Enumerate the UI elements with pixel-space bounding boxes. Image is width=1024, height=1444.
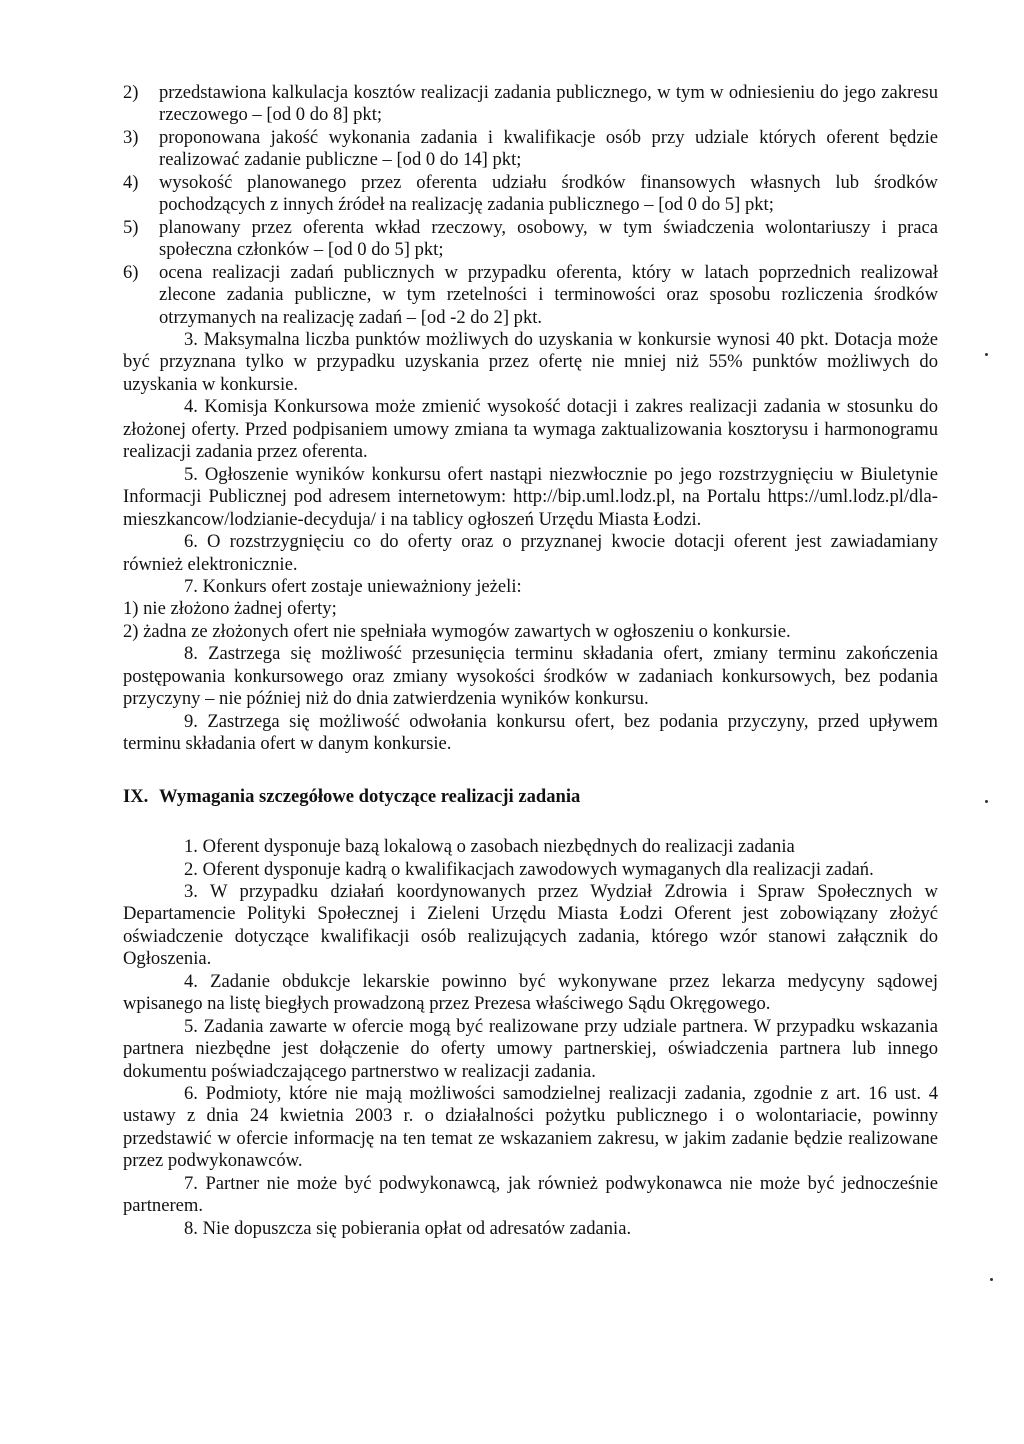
section-9-items — [123, 836, 938, 1240]
paragraph-6: 6. O rozstrzygnięciu co do oferty oraz o przyznanej kwocie dotacji oferent jest zawiadamiany również elektronicznie. — [123, 531, 938, 575]
paragraph-8: 8. Zastrzega się możliwość przesunięcia terminu składania ofert, zmiany terminu zakończenia postępowania konkursowego oraz zmiany wysokości środków w zadaniach konkursowych, bez podania przyczyny – nie później niż do dnia zatwierdzenia wyników konkursu. — [123, 643, 938, 710]
requirement-1: 1. Oferent dysponuje bazą lokalową o zasobach niezbędnych do realizacji zadania — [184, 836, 795, 858]
criterion-text: planowany przez oferenta wkład rzeczowy, osobowy, w tym świadczenia wolontariuszy i praca społeczna członków – [od 0 do 5] pkt; — [159, 216, 938, 261]
cancel-item-2: 2) żadna ze złożonych ofert nie spełniała wymogów zawartych w ogłoszeniu o konkursie. — [123, 620, 791, 642]
requirement-3: 3. W przypadku działań koordynowanych przez Wydział Zdrowia i Spraw Społecznych w Departamencie Polityki Społecznej i Zieleni Urzędu Miasta Łodzi Oferent jest zobowiązany złożyć oświadczenie dotyczące kwalifikacji osób realizujących zadania, którego wzór stanowi załącznik do Ogłoszenia. — [123, 880, 938, 970]
paragraph-9: 9. Zastrzega się możliwość odwołania konkursu ofert, bez podania przyczyny, przed upływem terminu składania ofert w danym konkursie. — [123, 710, 938, 755]
scan-speck — [985, 353, 988, 356]
paragraph-4: 4. Komisja Konkursowa może zmienić wysokość dotacji i zakres realizacji zadania w stosunku do złożonej oferty. Przed podpisaniem umowy zmiana ta wymaga zaktualizowania kosztorysu i harmonogramu realizacji zadania przez oferenta. — [123, 396, 938, 463]
criterion-text: przedstawiona kalkulacja kosztów realizacji zadania publicznego, w tym w odniesieniu do jego zakresu rzeczowego – [od 0 do 8] pkt; — [159, 82, 938, 126]
requirement-2: 2. Oferent dysponuje kadrą o kwalifikacjach zawodowych wymaganych dla realizacji zadań. — [184, 858, 874, 880]
paragraph-5: 5. Ogłoszenie wyników konkursu ofert nastąpi niezwłocznie po jego rozstrzygnięciu w Biuletynie Informacji Publicznej pod adresem internetowym: http://bip.uml.lodz.pl, na Portalu https://uml.lodz.pl/dla-mieszkancow/lodzianie-decyduja/ i na tablicy ogłoszeń Urzędu Miasta Łodzi. — [123, 463, 938, 530]
requirement-4: 4. Zadanie obdukcje lekarskie powinno być wykonywane przez lekarza medycyny sądowej wpisanego na listę biegłych prowadzoną przez Prezesa właściwego Sądu Okręgowego. — [123, 970, 938, 1015]
criterion-2 — [123, 82, 938, 127]
section-heading — [123, 786, 938, 808]
spacer — [123, 808, 938, 830]
scan-speck — [985, 800, 988, 803]
criteria-list — [123, 82, 938, 329]
criterion-number: 5) — [123, 216, 139, 238]
criterion-number: 6) — [123, 261, 139, 283]
criterion-text: ocena realizacji zadań publicznych w przypadku oferenta, który w latach poprzednich realizował zlecone zadania publiczne, w tym rzetelności i terminowości oraz sposobu rozliczenia środków otrzymanych na realizację zadań – [od -2 do 2] pkt. — [159, 261, 938, 328]
criterion-number: 4) — [123, 171, 139, 193]
criterion-text: wysokość planowanego przez oferenta udziału środków finansowych własnych lub środków pochodzących z innych źródeł na realizację zadania publicznego – [od 0 do 5] pkt; — [159, 171, 938, 216]
section-title: Wymagania szczegółowe dotyczące realizacji zadania — [159, 785, 581, 807]
requirement-6: 6. Podmioty, które nie mają możliwości samodzielnej realizacji zadania, zgodnie z art. 16 ust. 4 ustawy z dnia 24 kwietnia 2003 r. o działalności pożytku publicznego i o wolontariacie, powinny przedstawić w ofercie informację na ten temat ze wskazaniem zakresu, w jakim zadanie będzie realizowane przez podwykonawców. — [123, 1083, 938, 1172]
paragraph-7: 7. Konkurs ofert zostaje unieważniony jeżeli: — [184, 575, 522, 597]
criterion-5 — [123, 217, 938, 262]
spacer — [123, 778, 938, 786]
criterion-6 — [123, 262, 938, 329]
requirement-7: 7. Partner nie może być podwykonawcą, jak również podwykonawca nie może być jednocześnie partnerem. — [123, 1172, 938, 1217]
criterion-3 — [123, 127, 938, 172]
criterion-number: 3) — [123, 126, 139, 148]
section-number: IX. — [123, 785, 149, 807]
requirement-8: 8. Nie dopuszcza się pobierania opłat od adresatów zadania. — [184, 1217, 632, 1239]
criterion-number: 2) — [123, 82, 139, 103]
section-8-points — [123, 329, 938, 756]
criterion-4 — [123, 172, 938, 217]
cancel-item-1: 1) nie złożono żadnej oferty; — [123, 598, 337, 620]
scan-speck — [990, 1278, 993, 1281]
spacer — [123, 756, 938, 778]
criterion-text: proponowana jakość wykonania zadania i kwalifikacje osób przy udziale których oferent będzie realizować zadanie publiczne – [od 0 do 14] pkt; — [159, 126, 938, 171]
paragraph-3: 3. Maksymalna liczba punktów możliwych do uzyskania w konkursie wynosi 40 pkt. Dotacja może być przyznana tylko w przypadku uzyskania przez ofertę nie mniej niż 55% punktów możliwych do uzyskania w konkursie. — [123, 328, 938, 395]
document-page — [123, 82, 938, 1240]
requirement-5: 5. Zadania zawarte w ofercie mogą być realizowane przy udziale partnera. W przypadku wskazania partnera niezbędne jest dołączenie do oferty umowy partnerskiej, oświadczenia partnera lub innego dokumentu poświadczającego partnerstwo w realizacji zadania. — [123, 1015, 938, 1082]
